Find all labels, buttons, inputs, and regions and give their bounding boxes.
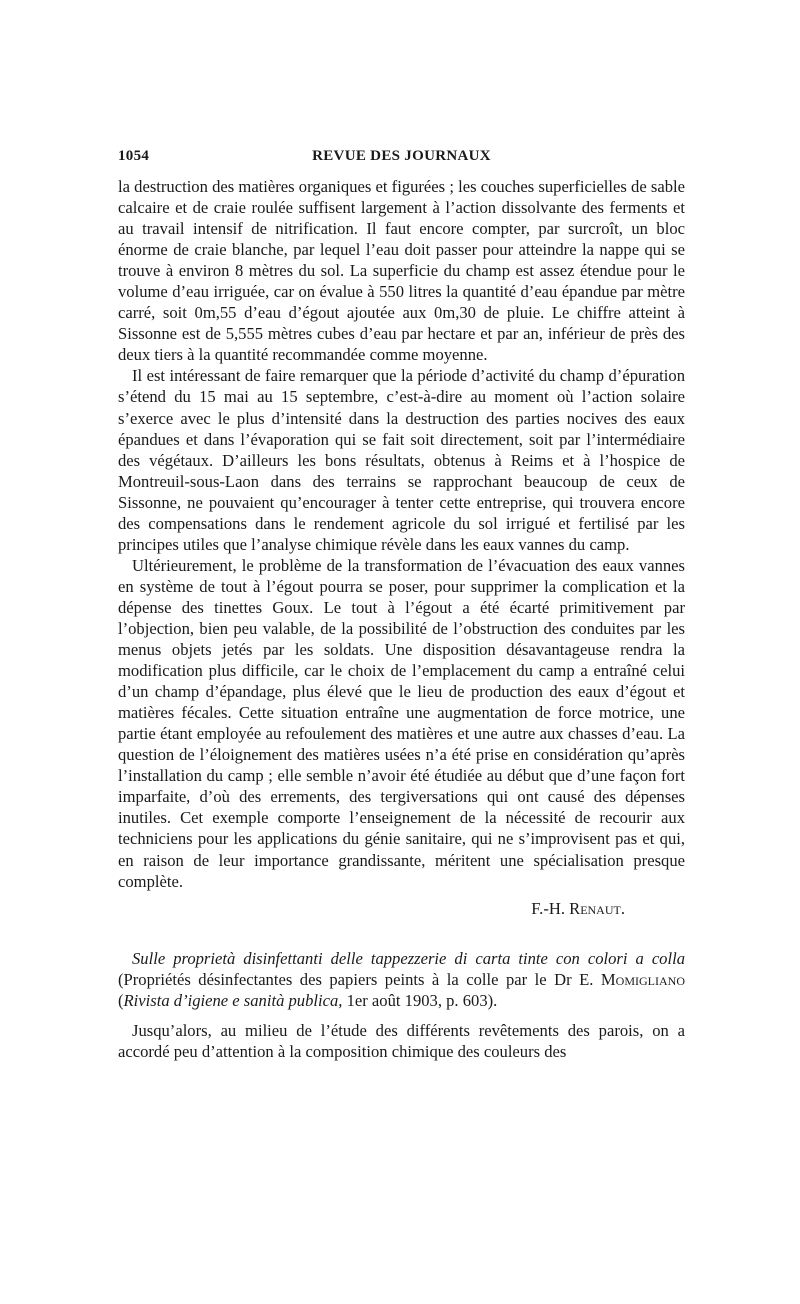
paragraph-final: Jusqu’alors, au milieu de l’étude des différents revêtements des parois, on a accordé peu d’attention à la composition chimique des couleurs des	[118, 1020, 685, 1061]
review-italian-title: Sulle proprietà disinfettanti delle tappezzerie di carta tinte con colori a colla	[132, 948, 685, 968]
running-title: REVUE DES JOURNAUX	[312, 148, 491, 164]
running-header	[118, 148, 685, 170]
paragraph-epuration-period: Il est intéressant de faire remarquer que la période d’activité du champ d’épuration s’étend du 15 mai au 15 septembre, c’est-à-dire au moment où l’action solaire s’exerce avec le plus d’intensité dans la destruction des parties nocives des eaux épandues et dans l’évaporation qui se fait soit directement, soit par l’intermédiaire des végétaux. D’ailleurs les bons résultats, obtenus à Reims et à l’hospice de Montreuil-sous-Laon dans des terrains se rapprochant beaucoup de ceux de Sissonne, ne pouvaient qu’encourager à tenter cette entreprise, qui trouvera encore des compensations dans le rendement agricole du sol irrigué et fertilisé par les principes utiles que l’analyse chimique révèle dans les eaux vannes du camp.	[118, 366, 685, 554]
page-number: 1054	[118, 148, 150, 164]
review-citation: Sulle proprietà disinfettanti delle tappezzerie di carta tinte con colori a colla (Propriétés désinfectantes des papiers peints à la colle par le Dr E. Momigliano (Rivista d’igiene e sanità publica, 1er août 1903, p. 603).	[118, 948, 685, 1010]
paragraph-tout-a-legout: Ultérieurement, le problème de la transformation de l’évacuation des eaux vannes en système de tout à l’égout pourra se poser, pour supprimer la complication et la dépense des tinettes Goux. Le tout à l’égout a été écarté primitivement par l’objection, bien peu valable, de la possibilité de l’obstruction des conduites par les menus objets jetés par les soldats. Une disposition désavantageuse rendra la modification plus difficile, car le choix de l’emplacement du camp a entraîné celui d’un champ d’épandage, plus élevé que le lieu de production des eaux d’égout et matières fécales. Cette situation entraîne une augmentation de force motrice, une partie étant employée au refoulement des matières et une autre aux chasses d’eau. La question de l’éloignement des matières usées n’a été prise en considération qu’après l’installation du camp ; elle semble n’avoir été étudiée au début que d’une façon fort imparfaite, d’où des errements, des tergiversations qui ont causé des dépenses inutiles. Cet exemple comporte l’enseignement de la nécessité de recourir aux techniciens pour les applications du génie sanitaire, qui ne s’improvisent pas et qui, en raison de leur importance grandissante, méritent une spécialisation presque complète.	[118, 555, 685, 891]
review-author: Momigliano	[600, 969, 685, 989]
paragraph-continuation: la destruction des matières organiques et figurées ; les couches superficielles de sable calcaire et de craie roulée suffisent largement à l’action dissolvante des ferments et au travail intensif de nitrification. Il faut encore compter, par surcroît, un bloc énorme de craie blanche, par lequel l’eau doit passer pour atteindre la nappe qui se trouve à environ 8 mètres du sol. La superficie du champ est assez étendue pour le volume d’eau irriguée, car on évalue à 550 litres la quantité d’eau épandue par mètre carré, soit 0m,55 d’eau d’égout ajoutée aux 0m,30 de pluie. Le chiffre atteint à Sissonne est de 5,555 mètres cubes d’eau par hectare et par an, inférieur de près des deux tiers à la quantité recommandée comme moyenne.	[118, 177, 685, 365]
review-journal: Rivista d’igiene e sanità publica,	[123, 990, 343, 1010]
author-signature: F.-H. Renaut.	[531, 898, 625, 918]
article-body	[118, 176, 685, 1062]
review-date: 1er août 1903, p. 603).	[346, 990, 498, 1010]
review-french-title: (Propriétés désinfectantes des papiers peints à la colle par le Dr E.	[118, 969, 594, 989]
